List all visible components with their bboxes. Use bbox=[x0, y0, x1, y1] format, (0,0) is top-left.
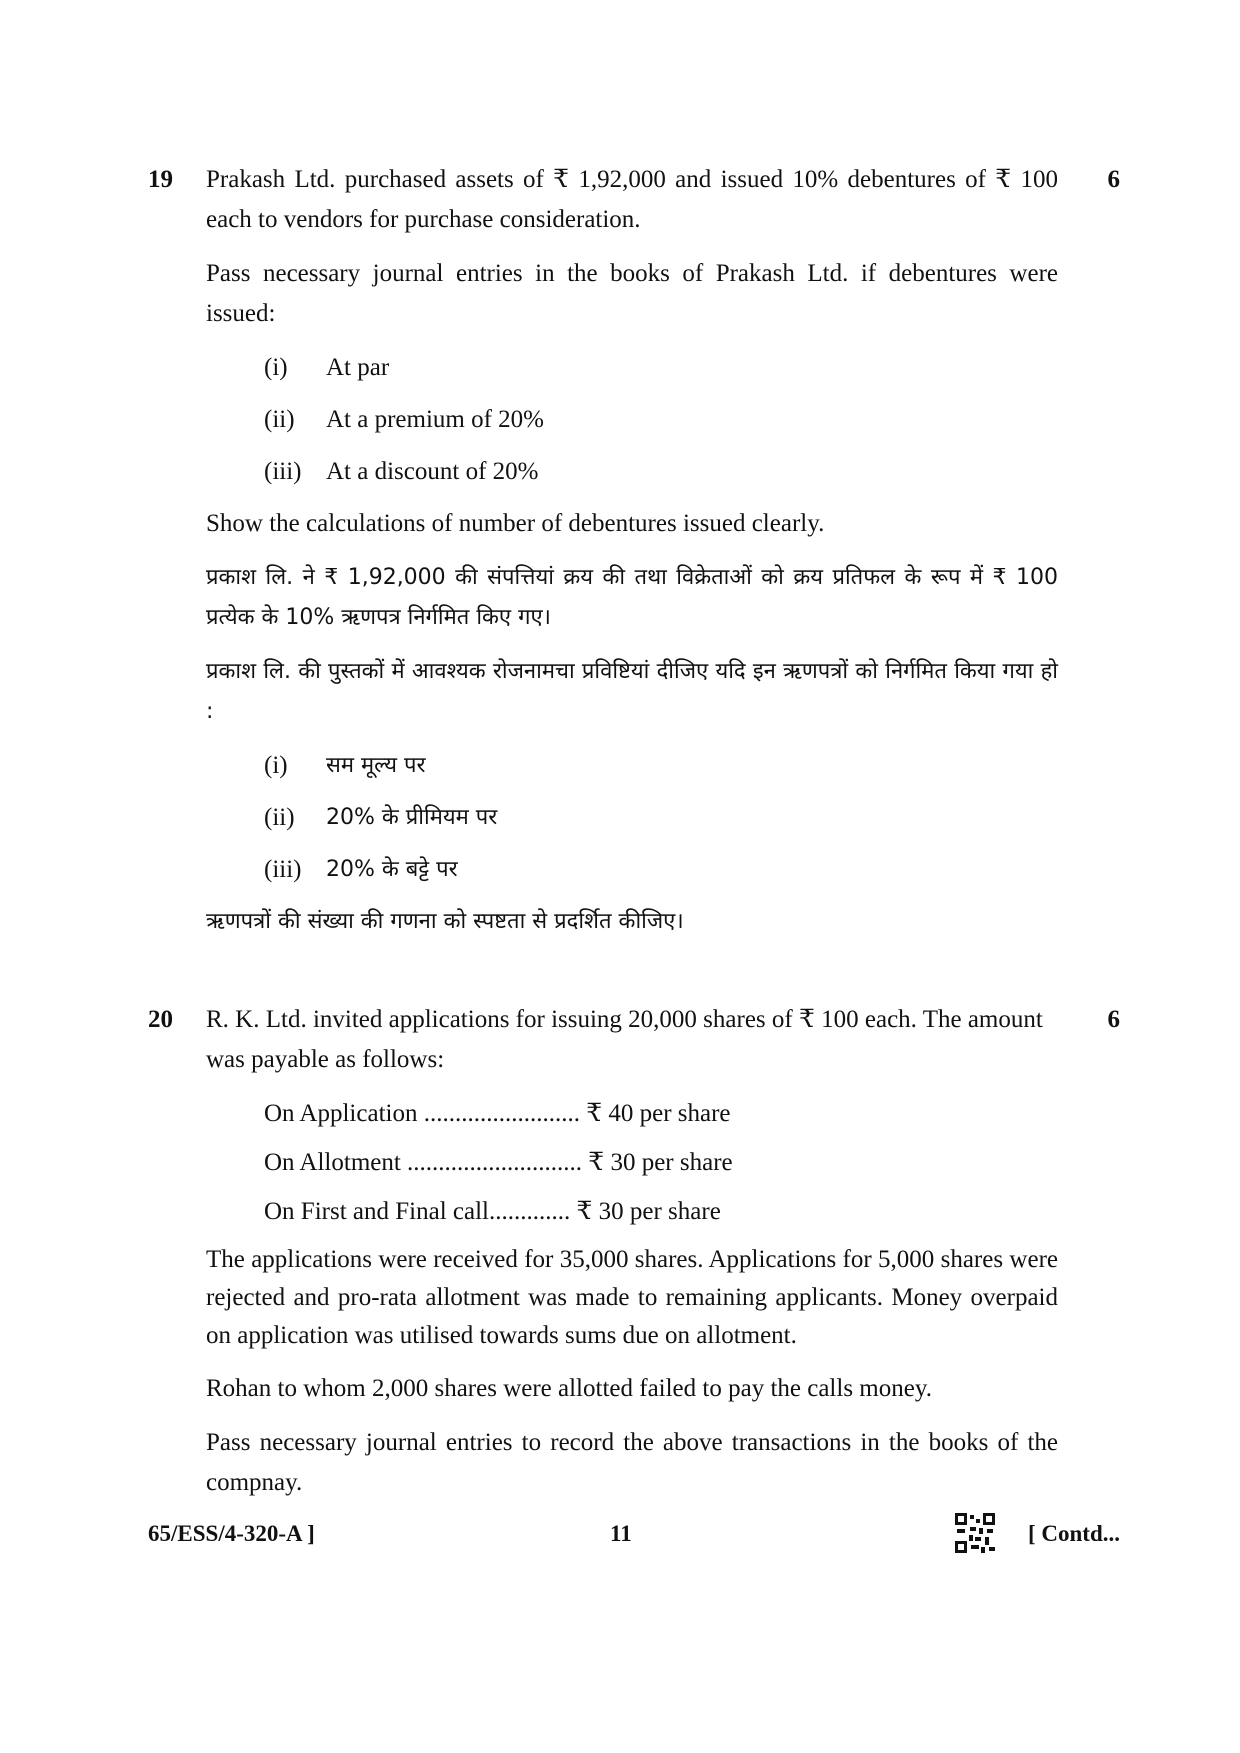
option-item bbox=[264, 452, 1058, 492]
option-text: 20% के प्रीमियम पर bbox=[326, 805, 498, 830]
paper-code: 65/ESS/4-320-A ] bbox=[148, 1521, 315, 1546]
option-text: 20% के बट्टे पर bbox=[326, 857, 458, 882]
page-number: 11 bbox=[610, 1521, 632, 1546]
question-instruction: Pass necessary journal entries in the books of Prakash Ltd. if debentures were issued: bbox=[206, 260, 1058, 327]
hindi-instruction: प्रकाश लि. की पुस्तकों में आवश्यक रोजनामचा प्रविष्टियां दीजिए यदि इन ऋणपत्रों को निर्गमित किया गया हो : bbox=[206, 659, 1058, 724]
question-intro: R. K. Ltd. invited applications for issuing 20,000 shares of ₹ 100 each. The amount was payable as follows: bbox=[206, 1006, 1043, 1073]
option-text: सम मूल्य पर bbox=[326, 753, 426, 778]
hindi-closing: ऋणपत्रों की संख्या की गणना को स्पष्टता से प्रदर्शित कीजिए। bbox=[206, 909, 684, 934]
payment-row: On Application ......................... ₹ 40 per share bbox=[264, 1100, 731, 1127]
option-text: At a premium of 20% bbox=[326, 406, 545, 433]
payment-row: On Allotment ............................ ₹ 30 per share bbox=[264, 1149, 733, 1176]
question-marks: 6 bbox=[1107, 1006, 1120, 1033]
question-closing: Show the calculations of number of debentures issued clearly. bbox=[206, 510, 825, 537]
question-paragraph: Rohan to whom 2,000 shares were allotted failed to pay the calls money. bbox=[206, 1375, 932, 1402]
option-roman: (i) bbox=[264, 752, 288, 779]
option-item bbox=[264, 400, 1058, 440]
option-item bbox=[264, 348, 1058, 388]
question-paragraph: The applications were received for 35,000 shares. Applications for 5,000 shares were rejected and pro-rata allotment was made to remaining applicants. Money overpaid on application was utilised towards sums due on allotment. bbox=[206, 1246, 1058, 1349]
option-roman: (i) bbox=[264, 354, 288, 381]
payment-row: On First and Final call............. ₹ 30 per share bbox=[264, 1198, 721, 1225]
hindi-option-item bbox=[264, 798, 1058, 838]
question-paragraph: Pass necessary journal entries to record the above transactions in the books of the compnay. bbox=[206, 1429, 1058, 1496]
option-text: At a discount of 20% bbox=[326, 458, 539, 485]
hindi-option-item bbox=[264, 746, 1058, 786]
question-number: 20 bbox=[148, 1006, 173, 1033]
option-roman: (iii) bbox=[264, 458, 302, 485]
question-body bbox=[206, 1000, 1058, 1517]
page-footer bbox=[148, 1513, 1120, 1553]
question-marks: 6 bbox=[1107, 166, 1120, 193]
continued-label: [ Contd... bbox=[1027, 1521, 1120, 1546]
question-intro: Prakash Ltd. purchased assets of ₹ 1,92,000 and issued 10% debentures of ₹ 100 each to vendors for purchase consideration. bbox=[206, 166, 1058, 233]
hindi-option-item bbox=[264, 850, 1058, 890]
option-roman: (ii) bbox=[264, 406, 295, 433]
question-body bbox=[206, 160, 1058, 956]
hindi-intro: प्रकाश लि. ने ₹ 1,92,000 की संपत्तियां क्रय की तथा विक्रेताओं को क्रय प्रतिफल के रूप में ₹ 100 प्रत्येक के 10% ऋणपत्र निर्गमित किए गए। bbox=[206, 565, 1058, 630]
option-roman: (ii) bbox=[264, 804, 295, 831]
qr-code-icon bbox=[955, 1513, 995, 1553]
option-roman: (iii) bbox=[264, 856, 302, 883]
option-text: At par bbox=[326, 354, 390, 381]
question-number: 19 bbox=[148, 166, 173, 193]
